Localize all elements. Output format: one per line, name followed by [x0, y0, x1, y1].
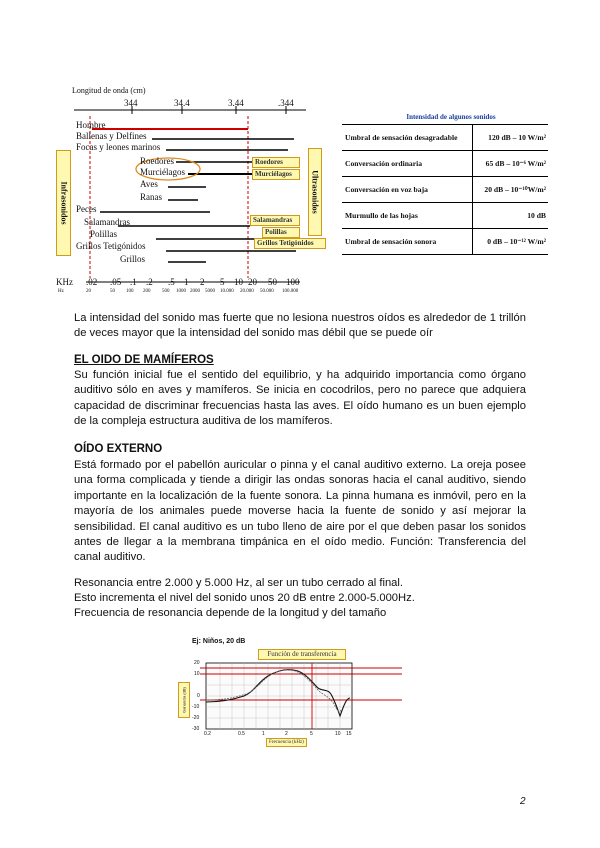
khz-tick: 1	[184, 277, 189, 287]
row-value: 120 dB – 10 W/m²	[473, 125, 549, 151]
hearing-range-chart	[56, 86, 326, 298]
row-label: Conversación en voz baja	[342, 177, 473, 203]
x-tick: 0.5	[238, 731, 245, 737]
animal-label: Ranas	[140, 192, 162, 202]
note-line: Frecuencia de resonancia depende de la longitud y del tamaño	[74, 607, 387, 619]
section-paragraph-outer-ear: Está formado por el pabellón auricular o pinna y el canal auditivo externo. La oreja posee una forma complicada y tiende a dirigir las ondas sonoras hacia el canal auditivo, siendo importante en la localización de la fuente sonora. La pinna humana es inmóvil, pero en la mayoría de los animales puede moverse hacia la fuente de sonido y así mejorar la sensibilidad. El canal auditivo es un tubo lleno de aire por el que deben pasar los sonidos antes de llegar a la membrana timpánica en el oído medio. Función: Transferencia del canal auditivo.	[74, 459, 526, 564]
animal-label: Ballenas y Delfines	[76, 131, 147, 141]
hz-tick: 100.000	[282, 289, 299, 294]
top-tick: .344	[278, 98, 294, 108]
hz-tick: 20.000	[240, 289, 254, 294]
khz-tick: .2	[146, 277, 153, 287]
hz-tick: 20	[86, 289, 91, 294]
animal-label: Grillos	[120, 254, 146, 264]
transfer-plot	[180, 638, 410, 748]
khz-tick: 10	[234, 277, 243, 287]
wavelength-axis-title: Longitud de onda (cm)	[72, 86, 146, 95]
y-tick: -10	[192, 704, 200, 710]
animal-label: Roedores	[140, 156, 174, 166]
y-tick: 10	[194, 671, 200, 677]
top-tick: 34.4	[174, 98, 190, 108]
x-tick: 2	[285, 731, 288, 737]
table-row	[342, 203, 548, 229]
section-heading-mammal-ear: EL OIDO DE MAMÍFEROS	[74, 354, 214, 366]
khz-tick: .05	[110, 277, 122, 287]
row-label: Umbral de sensación sonora	[342, 229, 473, 255]
infrasound-label: Infrasonidos	[59, 181, 68, 225]
hz-tick: 50.000	[260, 289, 274, 294]
row-label: Conversación ordinaria	[342, 151, 473, 177]
hz-tick: 50	[110, 289, 115, 294]
table-row	[342, 125, 548, 151]
y-tick: 0	[197, 693, 200, 699]
ultrasound-bar	[308, 148, 322, 236]
x-tick: 15	[346, 731, 352, 737]
khz-tick: 100	[286, 277, 300, 287]
section-heading-outer-ear: OÍDO EXTERNO	[74, 443, 163, 455]
khz-tick: 5	[220, 277, 225, 287]
row-label: Murmullo de las hojas	[342, 203, 473, 229]
animal-label: Murciélagos	[140, 167, 185, 177]
range-bars	[56, 86, 326, 298]
transfer-function-chart	[180, 638, 410, 748]
khz-label: KHz	[56, 277, 73, 287]
intensity-table-title: Intensidad de algunos sonidos	[406, 113, 496, 121]
hz-tick: 200	[143, 289, 151, 294]
animal-label: Focas y leones marinos	[76, 142, 161, 152]
y-tick: -20	[192, 715, 200, 721]
transfer-title-box: Función de transferencia	[258, 649, 346, 660]
bats-box: Murciélagos	[252, 169, 300, 180]
page-number: 2	[520, 796, 526, 807]
infrasound-bar	[56, 150, 71, 256]
x-tick: 5	[310, 731, 313, 737]
x-tick: 0.2	[204, 731, 211, 737]
intensity-table-block	[342, 110, 560, 255]
transfer-xlabel: Frecuencia (kHz)	[266, 738, 307, 747]
rodents-box: Roedores	[252, 157, 300, 168]
row-value: 0 dB – 10⁻¹² W/m²	[473, 229, 549, 255]
row-value: 20 dB – 10⁻¹⁰W/m²	[473, 177, 549, 203]
moths-box: Polillas	[262, 227, 300, 238]
animal-label: Aves	[140, 179, 158, 189]
top-tick: 3.44	[228, 98, 244, 108]
khz-tick: 2	[200, 277, 205, 287]
hz-tick: 500	[162, 289, 170, 294]
x-tick: 10	[335, 731, 341, 737]
salamanders-box: Salamandras	[250, 215, 300, 226]
top-tick: 344	[124, 98, 138, 108]
table-row	[342, 177, 548, 203]
transfer-ylabel	[178, 682, 190, 718]
hz-tick: 2000	[190, 289, 200, 294]
transfer-caption: Ej: Niños, 20 dB	[192, 638, 246, 645]
intro-paragraph: La intensidad del sonido mas fuerte que no lesiona nuestros oídos es alrededor de 1 trillón de veces mayor que la intensidad del sonido mas débil que se puede oír	[74, 312, 526, 340]
hz-tick: 100	[126, 289, 134, 294]
table-row	[342, 229, 548, 255]
katydids-box: Grillos Tetigónidos	[254, 238, 326, 249]
section-paragraph-mammal-ear: Su función inicial fue el sentido del equilibrio, y ha adquirido importancia como órgano auditivo sólo en aves y mamíferos. Se inicia en cocodrilos, pero no parece que adquiera capacidad de discriminar frecuencias hasta las aves. El oído humano es un buen ejemplo de la compleja estructura auditiva de los mamíferos.	[74, 369, 526, 428]
y-tick: -30	[192, 726, 200, 732]
row-value: 65 dB – 10⁻⁶ W/m²	[473, 151, 549, 177]
khz-tick: .5	[168, 277, 175, 287]
animal-label: Grillos Tetigónidos	[76, 241, 146, 251]
khz-tick: 50	[268, 277, 277, 287]
hz-tick: 1000	[176, 289, 186, 294]
transfer-ylabel-text: Ganancia (dB)	[181, 687, 187, 713]
animal-label: Salamandras	[84, 217, 130, 227]
animal-label: Hombre	[76, 120, 106, 130]
animal-label: Peces	[76, 204, 97, 214]
x-tick: 1	[262, 731, 265, 737]
note-line: Esto incrementa el nivel del sonido unos 20 dB entre 2.000-5.000Hz.	[74, 592, 415, 604]
khz-tick: .02	[86, 277, 98, 287]
intensity-table	[342, 124, 548, 255]
hz-tick: 5000	[205, 289, 215, 294]
row-value: 10 dB	[473, 203, 549, 229]
hz-tick: 10.000	[220, 289, 234, 294]
khz-tick: 20	[248, 277, 257, 287]
animal-label: Polillas	[90, 229, 118, 239]
ultrasound-label: Ultrasonidos	[310, 170, 320, 214]
table-row	[342, 151, 548, 177]
note-line: Resonancia entre 2.000 y 5.000 Hz, al ser un tubo cerrado al final.	[74, 577, 403, 589]
row-label: Umbral de sensación desagradable	[342, 125, 473, 151]
khz-tick: .1	[130, 277, 137, 287]
y-tick: 20	[194, 660, 200, 666]
hz-label: Hz	[58, 289, 64, 294]
